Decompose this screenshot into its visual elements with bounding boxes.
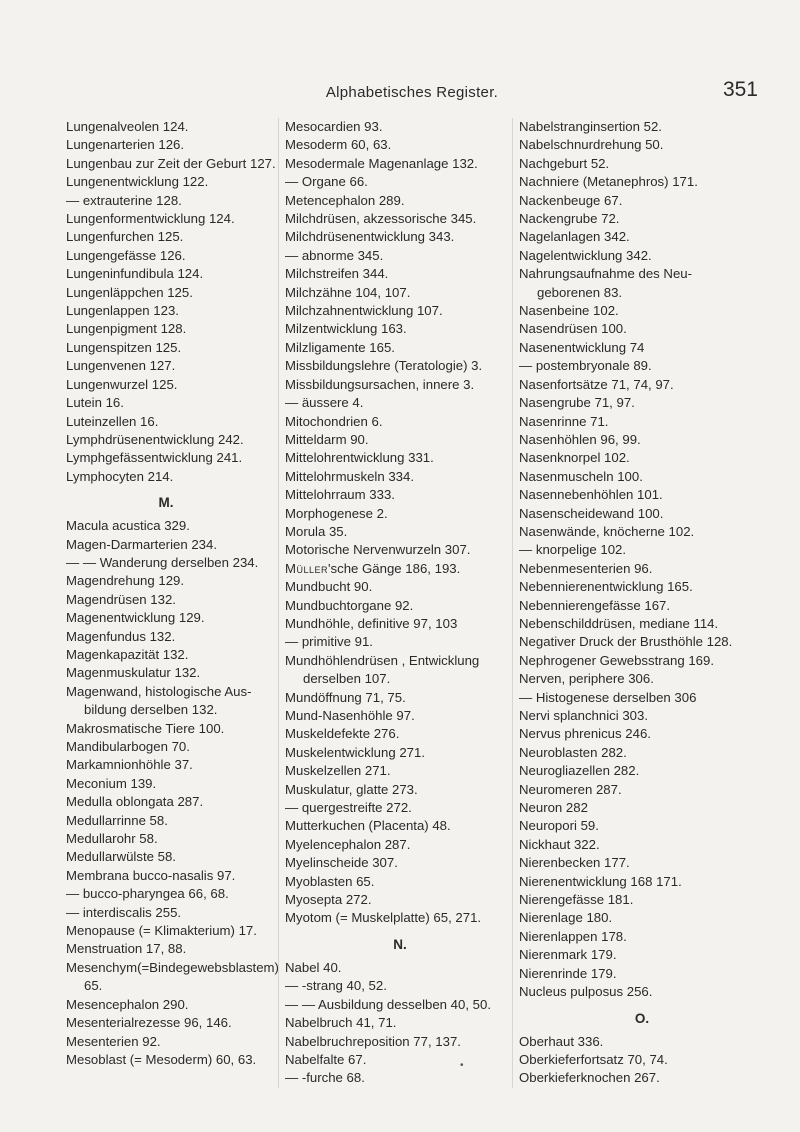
index-entry-continuation: 65. xyxy=(84,978,103,994)
index-entry: Lungenpigment 128. xyxy=(66,321,187,337)
index-entry: Oberkieferknochen 267. xyxy=(519,1070,660,1086)
index-entry-continuation: bildung derselben 132. xyxy=(84,702,218,718)
index-entry: Mundbuchtorgane 92. xyxy=(285,597,414,613)
index-entry: Menopause (= Klimakterium) 17. xyxy=(66,923,257,939)
index-entry: Mund-Nasenhöhle 97. xyxy=(285,708,415,723)
index-entry: Missbildungsursachen, innere 3. xyxy=(285,376,475,392)
index-entry: Oberkieferfortsatz 70, 74. xyxy=(519,1051,668,1067)
index-entry: Nierenrinde 179. xyxy=(519,965,617,981)
index-entry: Lungenbau zur Zeit der Geburt 127. xyxy=(66,155,276,171)
section-heading: O. xyxy=(634,1010,650,1026)
index-entry: — Histogenese derselben 306 xyxy=(519,689,697,705)
index-entry: Nabelstranginsertion 52. xyxy=(519,119,662,134)
index-entry: Milchdrüsenentwicklung 343. xyxy=(285,229,455,245)
index-entry: Luteinzellen 16. xyxy=(66,413,159,429)
index-entry: Muskulatur, glatte 273. xyxy=(285,781,418,797)
index-entry: Mundöffnung 71, 75. xyxy=(285,689,406,705)
index-entry: Medulla oblongata 287. xyxy=(66,794,204,810)
index-entry: — — Ausbildung desselben 40, 50. xyxy=(285,996,492,1012)
index-entry: Myosepta 272. xyxy=(285,892,372,908)
page-number: 351 xyxy=(722,78,758,101)
index-entry: Neuromeren 287. xyxy=(519,781,622,797)
index-entry: Muskelentwicklung 271. xyxy=(285,744,426,760)
index-entry: Morphogenese 2. xyxy=(285,505,388,521)
index-entry: Nasenhöhlen 96, 99. xyxy=(519,431,641,447)
page-title: Alphabetisches Register. xyxy=(325,84,499,101)
index-entry: Nabelschnurdrehung 50. xyxy=(519,137,664,153)
index-entry: Nierengefässe 181. xyxy=(519,892,634,908)
index-entry: Mesenterien 92. xyxy=(66,1033,161,1049)
index-entry: Magen-Darmarterien 234. xyxy=(66,536,217,552)
index-entry: Mesoderm 60, 63. xyxy=(285,137,392,153)
index-entry: Nasenmuscheln 100. xyxy=(519,468,643,484)
index-entry: Milchstreifen 344. xyxy=(285,266,389,282)
index-entry: Nasenscheidewand 100. xyxy=(519,505,664,521)
index-entry: Mesencephalon 290. xyxy=(66,996,189,1012)
index-entry: Mutterkuchen (Placenta) 48. xyxy=(285,818,451,834)
index-entry: — -furche 68. xyxy=(285,1070,365,1086)
index-entry: Mesocardien 93. xyxy=(285,119,383,134)
index-entry: Myelencephalon 287. xyxy=(285,836,411,852)
index-entry: Markamnionhöhle 37. xyxy=(66,757,193,773)
index-entry: Lymphocyten 214. xyxy=(66,468,174,484)
index-entry: Nephrogener Gewebsstrang 169. xyxy=(519,652,715,668)
index-entry: Magenwand, histologische Aus- xyxy=(66,683,252,699)
index-entry: Lutein 16. xyxy=(66,395,124,411)
index-column-2 xyxy=(278,118,515,1088)
index-entry: Nabelfalte 67. xyxy=(285,1051,367,1067)
index-entry-continuation: geborenen 83. xyxy=(537,284,623,300)
index-entry: Mittelohrraum 333. xyxy=(285,487,395,503)
index-entry: Mesoblast (= Mesoderm) 60, 63. xyxy=(66,1051,257,1067)
index-entry: — — Wanderung derselben 234. xyxy=(66,554,259,570)
index-entry: Nasendrüsen 100. xyxy=(519,321,627,337)
index-entry: Nasengrube 71, 97. xyxy=(519,395,635,411)
index-entry: Mundhöhlendrüsen , Entwicklung xyxy=(285,652,480,668)
index-entry-continuation: derselben 107. xyxy=(303,671,391,687)
index-entry: Nierenbecken 177. xyxy=(519,855,630,871)
index-entry: Lungenwurzel 125. xyxy=(66,376,178,392)
index-entry: Myotom (= Muskelplatte) 65, 271. xyxy=(285,910,482,926)
index-entry: Milchdrüsen, akzessorische 345. xyxy=(285,211,477,227)
index-entry: Magenfundus 132. xyxy=(66,628,176,644)
index-entry: Magendrüsen 132. xyxy=(66,591,176,607)
index-entry: Lungenvenen 127. xyxy=(66,358,176,374)
index-entry: Nierenlage 180. xyxy=(519,910,613,926)
index-entry: Nahrungsaufnahme des Neu- xyxy=(519,266,693,282)
index-column-1 xyxy=(66,118,279,1069)
index-entry: Motorische Nervenwurzeln 307. xyxy=(285,542,471,558)
index-entry: — äussere 4. xyxy=(285,395,364,411)
index-entry: — quergestreifte 272. xyxy=(285,800,412,816)
index-entry: Medullarohr 58. xyxy=(66,831,158,847)
index-entry: — postembryonale 89. xyxy=(519,358,652,374)
printer-mark: • xyxy=(460,1060,464,1071)
index-entry: — knorpelige 102. xyxy=(519,542,627,558)
index-entry: Nierenlappen 178. xyxy=(519,928,627,944)
index-entry: Lungenalveolen 124. xyxy=(66,119,189,134)
index-entry: Metencephalon 289. xyxy=(285,192,405,208)
index-entry: Macula acustica 329. xyxy=(66,518,190,534)
index-entry: Nebenmesenterien 96. xyxy=(519,560,653,576)
index-entry: Nasenfortsätze 71, 74, 97. xyxy=(519,376,674,392)
index-entry xyxy=(285,560,515,578)
index-entry: Nebenschilddrüsen, mediane 114. xyxy=(519,615,719,631)
index-entry: Lungenläppchen 125. xyxy=(66,284,193,300)
index-entry: Milchzahnentwicklung 107. xyxy=(285,303,443,319)
index-entry: Nackengrube 72. xyxy=(519,211,620,227)
index-entry: Nierenentwicklung 168 171. xyxy=(519,873,682,889)
index-entry: Mesodermale Magenanlage 132. xyxy=(285,155,478,171)
index-entry: Nagelentwicklung 342. xyxy=(519,247,652,263)
index-entry: Muskeldefekte 276. xyxy=(285,726,400,742)
index-entry: Mesenchym(=Bindegewebsblastem) xyxy=(66,959,279,975)
index-entry: Muskelzellen 271. xyxy=(285,763,391,779)
index-entry: Neuropori 59. xyxy=(519,818,599,834)
index-entry: Meconium 139. xyxy=(66,775,157,791)
index-entry: Lungengefässe 126. xyxy=(66,247,186,263)
section-heading: M. xyxy=(158,495,174,511)
index-entry: Lymphgefässentwicklung 241. xyxy=(66,450,243,466)
section-heading: N. xyxy=(393,936,407,952)
index-entry: — primitive 91. xyxy=(285,634,373,650)
index-entry-text: 'sche Gänge 186, 193. xyxy=(328,560,461,576)
index-entry: Mitteldarm 90. xyxy=(285,431,369,447)
index-entry: Nerven, periphere 306. xyxy=(519,671,654,687)
index-entry: Lungenfurchen 125. xyxy=(66,229,184,245)
index-entry: Nasenwände, knöcherne 102. xyxy=(519,523,695,539)
index-entry: Nabelbruchreposition 77, 137. xyxy=(285,1033,461,1049)
index-entry: Lungenlappen 123. xyxy=(66,303,179,319)
index-entry: Nachniere (Metanephros) 171. xyxy=(519,174,698,190)
index-entry: Lungenspitzen 125. xyxy=(66,339,182,355)
author-name: Müller xyxy=(285,560,328,576)
index-entry: — interdiscalis 255. xyxy=(66,904,182,920)
index-entry: — abnorme 345. xyxy=(285,247,384,263)
index-entry: Medullarrinne 58. xyxy=(66,812,168,828)
index-entry: Nasenbeine 102. xyxy=(519,303,619,319)
index-entry: Missbildungslehre (Teratologie) 3. xyxy=(285,358,483,374)
index-entry: Milchzähne 104, 107. xyxy=(285,284,411,300)
index-column-3 xyxy=(512,118,765,1088)
index-entry: Nervus phrenicus 246. xyxy=(519,726,651,742)
index-entry: Mittelohrmuskeln 334. xyxy=(285,468,415,484)
index-entry: Morula 35. xyxy=(285,523,348,539)
index-entry: Negativer Druck der Brusthöhle 128. xyxy=(519,634,733,650)
index-entry: Nagelanlagen 342. xyxy=(519,229,630,245)
index-entry: Nasennebenhöhlen 101. xyxy=(519,487,663,503)
index-entry: — bucco-pharyngea 66, 68. xyxy=(66,886,229,902)
index-entry: Milzentwicklung 163. xyxy=(285,321,407,337)
index-entry: Mesenterialrezesse 96, 146. xyxy=(66,1015,232,1031)
index-entry: — -strang 40, 52. xyxy=(285,978,387,994)
index-entry: Lungenentwicklung 122. xyxy=(66,174,209,190)
index-entry: — Organe 66. xyxy=(285,174,368,190)
index-entry: Mitochondrien 6. xyxy=(285,413,383,429)
index-entry: Medullarwülste 58. xyxy=(66,849,176,865)
index-entry: Nasenentwicklung 74 xyxy=(519,339,645,355)
index-entry: Nabelbruch 41, 71. xyxy=(285,1015,397,1031)
index-entry: Makrosmatische Tiere 100. xyxy=(66,720,225,736)
index-entry: Magenmuskulatur 132. xyxy=(66,665,201,681)
index-entry: Magendrehung 129. xyxy=(66,573,185,589)
index-entry: Membrana bucco-nasalis 97. xyxy=(66,867,236,883)
index-entry: Magenkapazität 132. xyxy=(66,646,189,662)
index-entry: Nasenrinne 71. xyxy=(519,413,609,429)
index-entry: Nervi splanchnici 303. xyxy=(519,708,649,723)
index-entry: — extrauterine 128. xyxy=(66,192,182,208)
index-entry: Lymphdrüsenentwicklung 242. xyxy=(66,431,244,447)
index-entry: Neurogliazellen 282. xyxy=(519,763,640,779)
index-entry: Lungenarterien 126. xyxy=(66,137,185,153)
index-entry: Nabel 40. xyxy=(285,959,342,975)
index-entry: Nachgeburt 52. xyxy=(519,155,610,171)
index-entry: Menstruation 17, 88. xyxy=(66,941,187,957)
index-entry: Mundbucht 90. xyxy=(285,579,373,595)
index-entry: Nucleus pulposus 256. xyxy=(519,984,653,1000)
index-entry: Myoblasten 65. xyxy=(285,873,375,889)
index-entry: Lungeninfundibula 124. xyxy=(66,266,204,282)
index-entry: Mundhöhle, definitive 97, 103 xyxy=(285,615,458,631)
index-entry: Neuroblasten 282. xyxy=(519,744,627,760)
index-entry: Mandibularbogen 70. xyxy=(66,739,190,754)
index-entry: Nasenknorpel 102. xyxy=(519,450,630,466)
index-entry: Mittelohrentwicklung 331. xyxy=(285,450,434,466)
index-entry: Magenentwicklung 129. xyxy=(66,610,205,626)
index-entry: Nebennierengefässe 167. xyxy=(519,597,671,613)
index-entry: Lungenformentwicklung 124. xyxy=(66,211,235,227)
index-entry: Myelinscheide 307. xyxy=(285,855,398,871)
index-entry: Nickhaut 322. xyxy=(519,836,600,852)
index-entry: Oberhaut 336. xyxy=(519,1033,604,1049)
index-entry: Milzligamente 165. xyxy=(285,339,395,355)
index-entry: Nebennierenentwicklung 165. xyxy=(519,579,693,595)
index-entry: Neuron 282 xyxy=(519,800,588,816)
page-header xyxy=(66,70,758,104)
index-entry: Nackenbeuge 67. xyxy=(519,192,623,208)
index-entry: Nierenmark 179. xyxy=(519,947,617,963)
